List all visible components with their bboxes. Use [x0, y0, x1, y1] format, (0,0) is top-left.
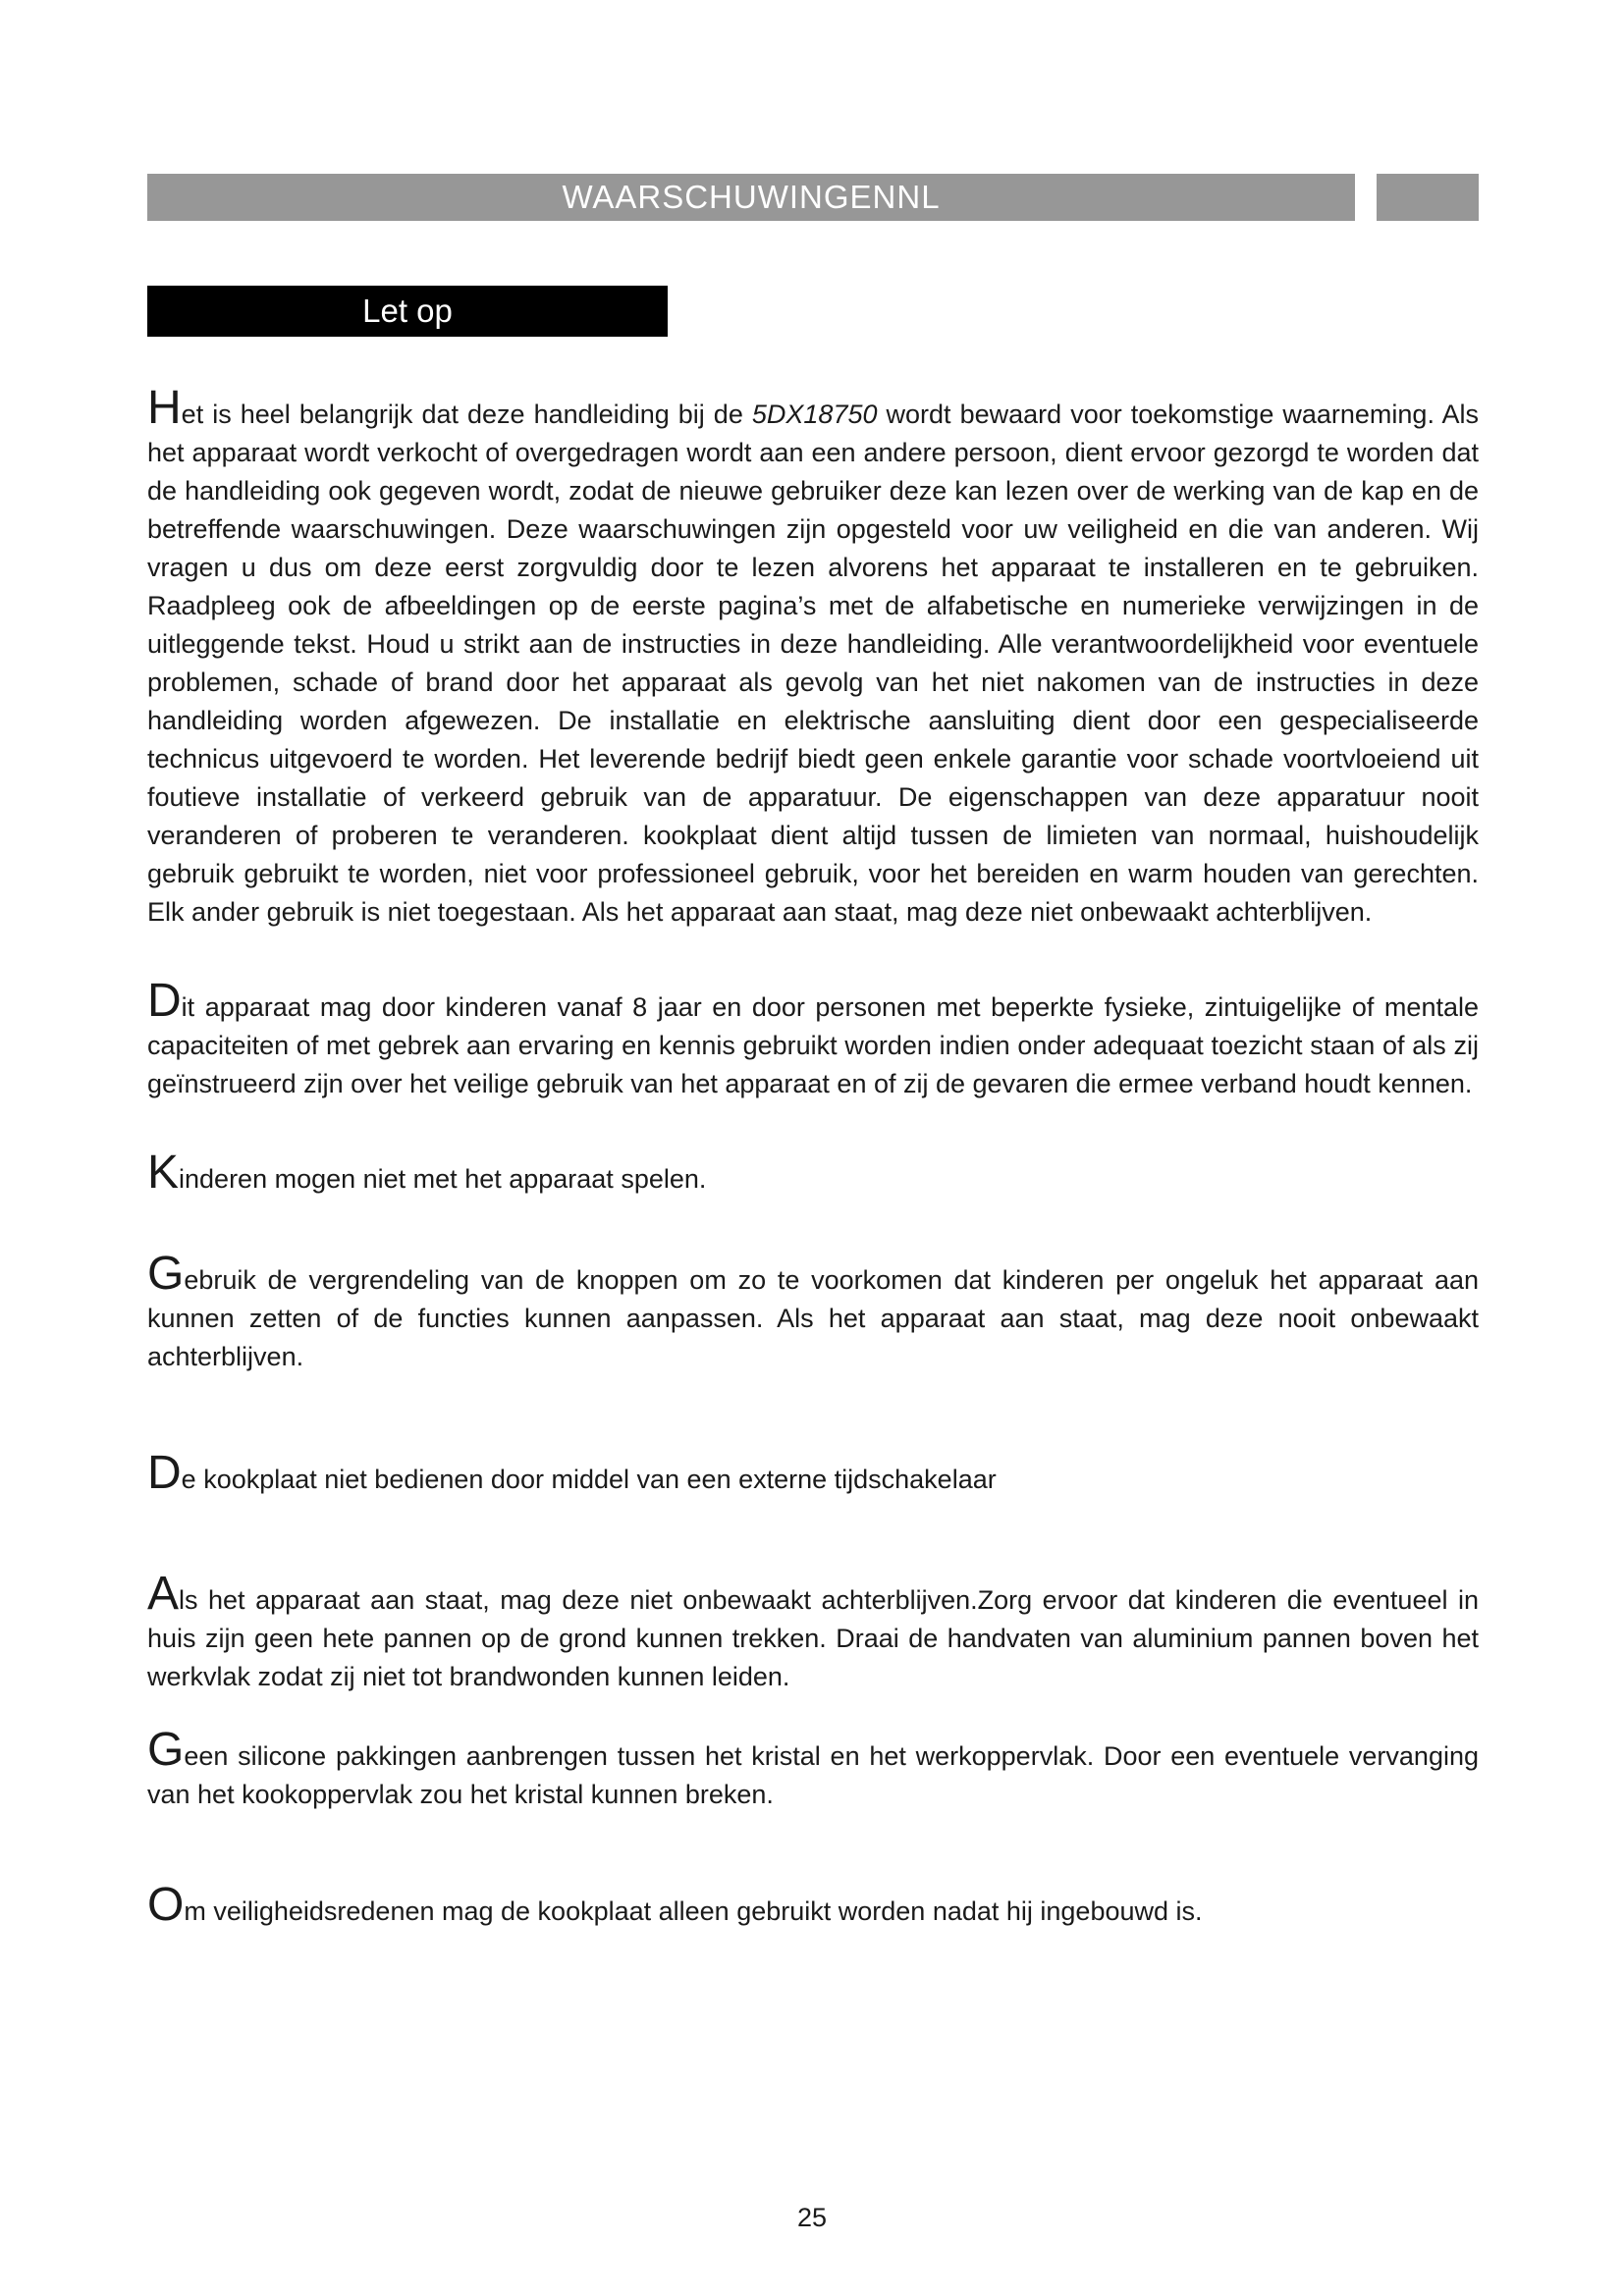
initial-cap: G: [147, 1724, 185, 1776]
body-text: [147, 382, 1480, 1931]
paragraph: [147, 975, 1479, 1103]
initial-cap: A: [147, 1568, 180, 1620]
section-title: WAARSCHUWINGENNL: [562, 179, 941, 215]
paragraph: [147, 1248, 1479, 1376]
initial-cap: H: [147, 382, 182, 434]
paragraph: [147, 1568, 1479, 1696]
paragraph: [147, 1447, 1479, 1499]
paragraph-text: it apparaat mag door kinderen vanaf 8 jaar en door personen met beperkte fysieke, zintuigelijke of mentale capaciteiten of met gebrek aan ervaring en kennis gebruikt worden indien onder adequaat toezicht staan of als zij geïnstrueerd zijn over het veilige gebruik van het apparaat en of zij de gevaren die ermee verband houdt kennen.: [147, 992, 1479, 1098]
initial-cap: D: [147, 1447, 182, 1499]
initial-cap: G: [147, 1248, 185, 1300]
paragraph-text: inderen mogen niet met het apparaat spelen.: [179, 1164, 707, 1194]
page-content: [147, 174, 1479, 1931]
paragraph-text: wordt bewaard voor toekomstige waarneming. Als het apparaat wordt verkocht of overgedragen wordt aan een andere persoon, dient ervoor gezorgd te worden dat de handleiding ook gegeven wordt, zodat de nieuwe gebruiker deze kan lezen over de werking van de kap en de betreffende waarschuwingen. Deze waarschuwingen zijn opgesteld voor uw veiligheid en die van anderen. Wij vragen u dus om deze eerst zorgvuldig door te lezen alvorens het apparaat te installeren en te gebruiken. Raadpleeg ook de afbeeldingen op de eerste pagina’s met de alfabetische en numerieke verwijzingen in de uitleggende tekst. Houd u strikt aan de instructies in deze handleiding. Alle verantwoordelijkheid voor eventuele problemen, schade of brand door het apparaat als gevolg van het niet nakomen van de instructies in deze handleiding worden afgewezen. De installatie en elektrische aansluiting dient door een gespecialiseerde technicus uitgevoerd te worden. Het leverende bedrijf biedt geen enkele garantie voor schade voortvloeiend uit foutieve installatie of verkeerd gebruik van de apparatuur. De eigenschappen van deze apparatuur nooit veranderen of proberen te veranderen. kookplaat dient altijd tussen de limieten van normaal, huishoudelijk gebruik gebruikt te worden, niet voor professioneel gebruik, voor het bereiden en warm houden van gerechten. Elk ander gebruik is niet toegestaan. Als het apparaat aan staat, mag deze niet onbewaakt achterblijven.: [147, 400, 1480, 927]
paragraph: [147, 1147, 1479, 1199]
initial-cap: K: [147, 1147, 180, 1199]
header-side-block: [1377, 174, 1479, 221]
paragraph-text: et is heel belangrijk dat deze handleiding bij de: [181, 400, 752, 429]
paragraph-text: ls het apparaat aan staat, mag deze niet onbewaakt achterblijven.Zorg ervoor dat kinderen die eventueel in huis zijn geen hete pannen op de grond kunnen trekken. Draai de handvaten van aluminium pannen boven het werkvlak zodat zij niet tot brandwonden kunnen leiden.: [147, 1585, 1479, 1691]
paragraph-text: m veiligheidsredenen mag de kookplaat alleen gebruikt worden nadat hij ingebouwd is.: [184, 1896, 1203, 1926]
paragraph-text: ebruik de vergrendeling van de knoppen om zo te voorkomen dat kinderen per ongeluk het apparaat aan kunnen zetten of de functies kunnen aanpassen. Als het apparaat aan staat, mag deze nooit onbewaakt achterblijven.: [147, 1265, 1479, 1371]
section-title-bar: [147, 174, 1355, 221]
page-header: [147, 174, 1479, 221]
notice-bar: [147, 286, 668, 337]
paragraph: [147, 1724, 1479, 1814]
initial-cap: O: [147, 1879, 185, 1931]
paragraph: [147, 382, 1480, 932]
notice-label: Let op: [362, 293, 453, 329]
paragraph-text: een silicone pakkingen aanbrengen tussen het kristal en het werkoppervlak. Door een eventuele vervanging van het kookoppervlak zou het kristal kunnen breken.: [147, 1741, 1479, 1809]
initial-cap: D: [147, 975, 182, 1027]
paragraph-text: e kookplaat niet bedienen door middel van een externe tijdschakelaar: [181, 1465, 997, 1494]
page-number: 25: [796, 2203, 828, 2232]
model-number: 5DX18750: [751, 400, 878, 429]
paragraph: [147, 1879, 1479, 1931]
